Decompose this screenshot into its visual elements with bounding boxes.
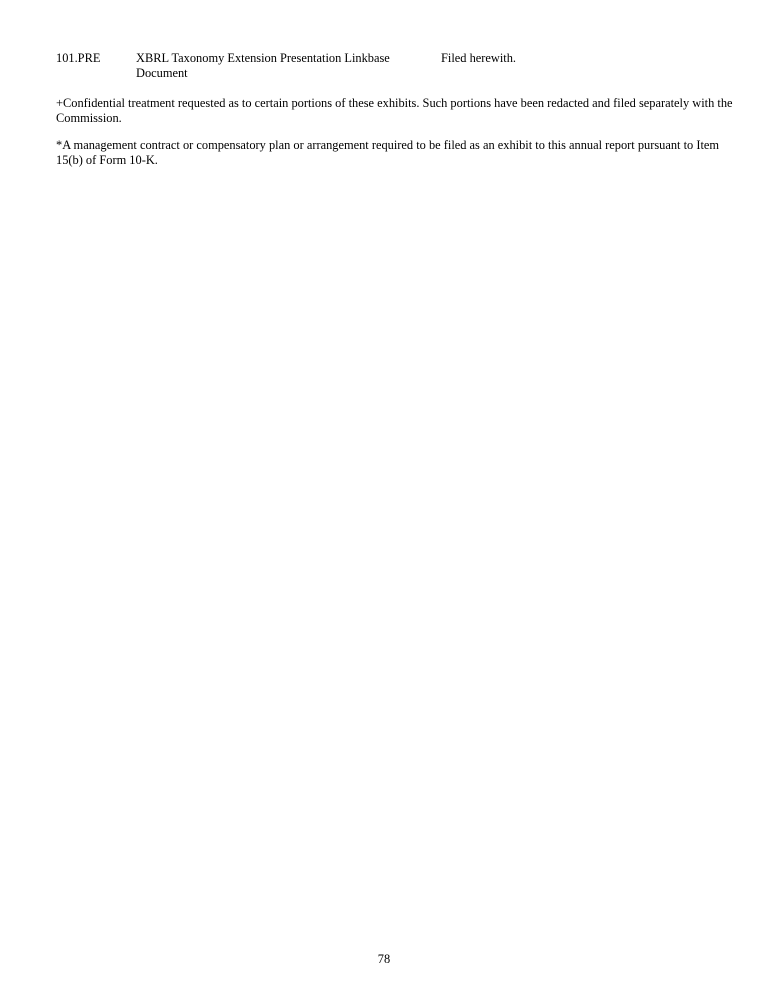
page-number: 78 (377, 952, 391, 966)
exhibit-status: Filed herewith. (441, 51, 517, 65)
management-contract-footnote: *A management contract or compensatory plan or arrangement required to be filed as an exhibit to this annual report pursuant to Item 15(b) of Form 10-K. (56, 138, 720, 167)
exhibit-description: XBRL Taxonomy Extension Presentation Linkbase Document (136, 51, 390, 80)
exhibit-number: 101.PRE (56, 51, 101, 65)
confidential-treatment-footnote: +Confidential treatment requested as to certain portions of these exhibits. Such portions have been redacted and filed separately with the Commission. (56, 96, 733, 125)
